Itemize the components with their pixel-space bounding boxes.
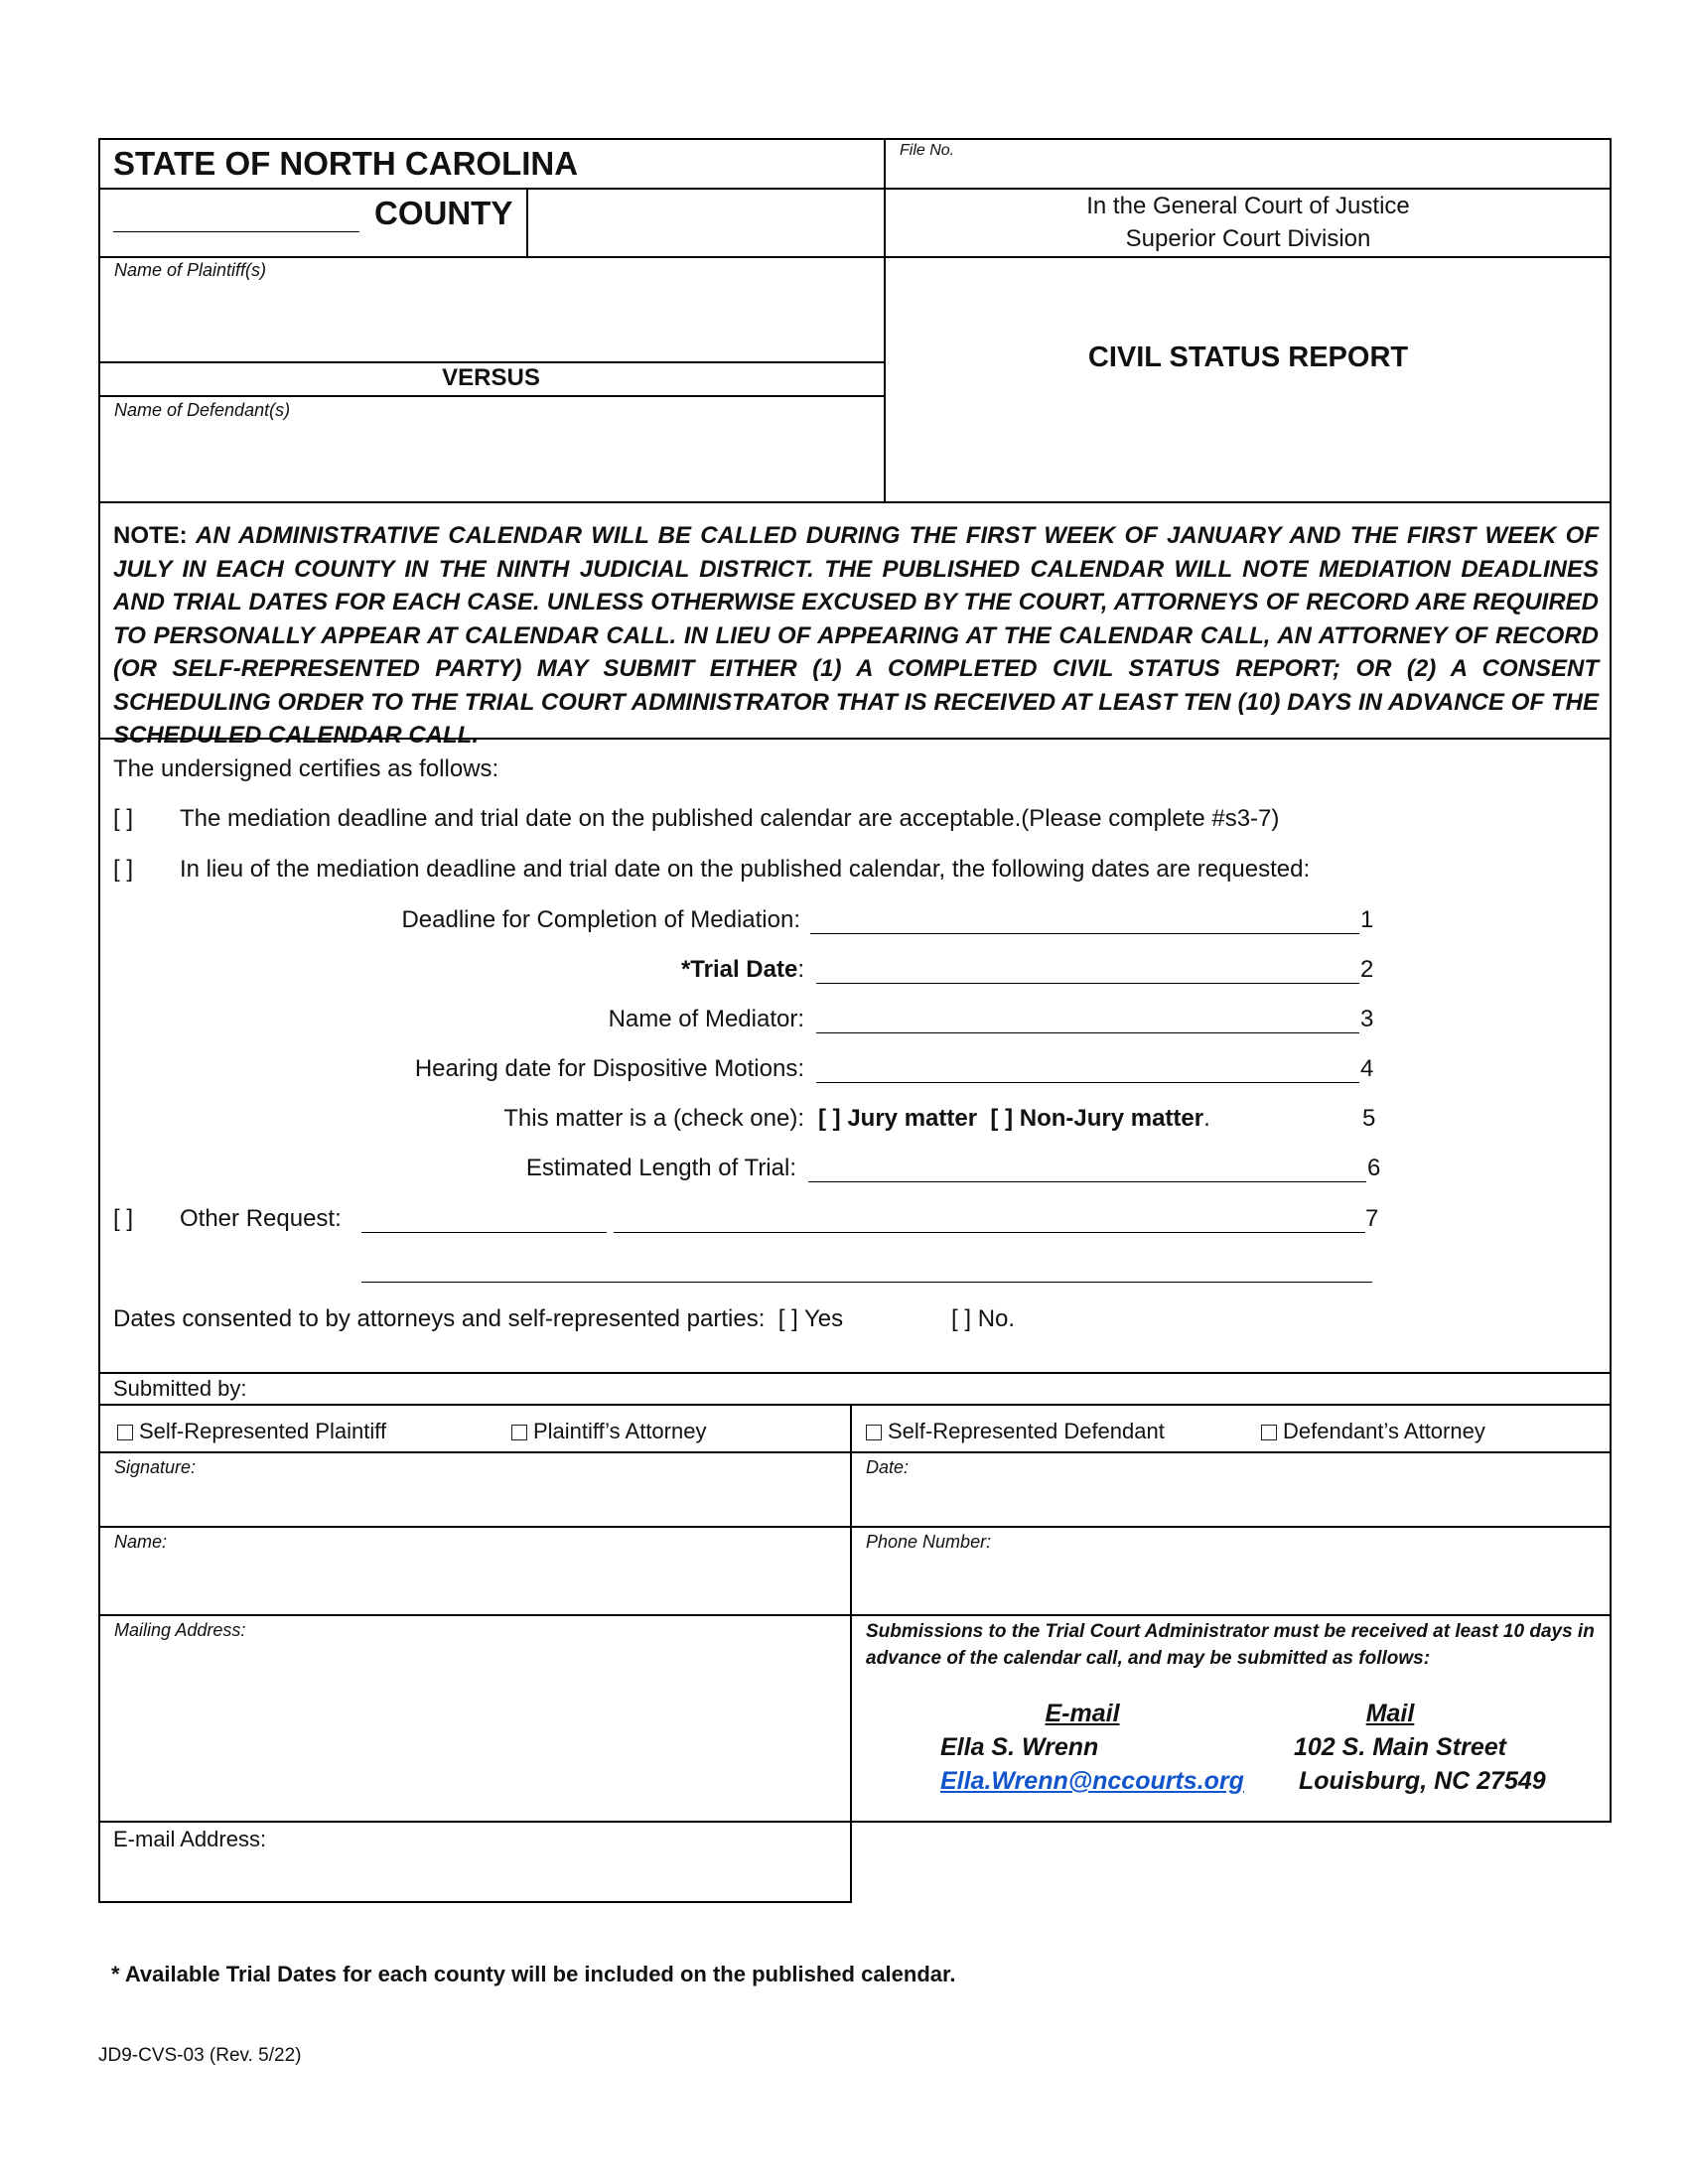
county-divider xyxy=(526,188,528,256)
trial-date-input[interactable] xyxy=(816,983,1359,984)
signature-label: Signature: xyxy=(114,1457,197,1477)
consent-no-label: No. xyxy=(977,1305,1016,1332)
field-number-5: 5 xyxy=(1362,1105,1376,1132)
field-number-6: 6 xyxy=(1367,1155,1381,1181)
submit-rule-options xyxy=(98,1451,1612,1453)
checkbox-icon[interactable] xyxy=(1261,1425,1277,1440)
opt-self-rep-plaintiff-label: Self-Represented Plaintiff xyxy=(139,1419,387,1443)
other-request-input-1[interactable] xyxy=(361,1232,607,1233)
submit-right-edge xyxy=(1610,1372,1612,1823)
consent-row xyxy=(113,1305,843,1333)
form-id: JD9-CVS-03 (Rev. 5/22) xyxy=(98,2045,302,2066)
mail-street: 102 S. Main Street xyxy=(1294,1733,1506,1761)
jury-checkbox[interactable]: [ ] xyxy=(818,1105,841,1132)
state-title: STATE OF NORTH CAROLINA xyxy=(113,145,579,182)
trial-length-label: Estimated Length of Trial: xyxy=(525,1155,796,1181)
submit-rule-signature xyxy=(98,1526,1612,1528)
trial-length-input[interactable] xyxy=(808,1181,1366,1182)
submitted-by-label: Submitted by: xyxy=(113,1376,247,1401)
opt-plaintiff-attorney-label: Plaintiff’s Attorney xyxy=(533,1419,707,1443)
other-checkbox[interactable]: [ ] xyxy=(113,1205,134,1232)
plaintiff-label: Name of Plaintiff(s) xyxy=(114,260,267,280)
opt-self-rep-defendant-label: Self-Represented Defendant xyxy=(888,1419,1165,1443)
mediation-deadline-label: Deadline for Completion of Mediation: xyxy=(401,906,800,933)
submit-rule-bottom xyxy=(98,1901,852,1903)
other-request-input-2[interactable] xyxy=(614,1232,1365,1233)
field-number-1: 1 xyxy=(1360,906,1374,933)
email-link[interactable]: Ella.Wrenn@nccourts.org xyxy=(940,1767,1244,1795)
phone-label: Phone Number: xyxy=(866,1532,992,1552)
trial-date-colon: : xyxy=(797,956,804,983)
court-line-1: In the General Court of Justice xyxy=(1086,193,1410,219)
opt-self-rep-plaintiff[interactable] xyxy=(117,1419,386,1444)
nonjury-checkbox[interactable]: [ ] xyxy=(990,1105,1014,1132)
email-address-label: E-mail Address: xyxy=(113,1827,267,1851)
checkbox-icon[interactable] xyxy=(511,1425,527,1440)
mail-heading: Mail xyxy=(1365,1700,1415,1727)
field-number-7: 7 xyxy=(1365,1205,1379,1232)
mediator-label: Name of Mediator: xyxy=(608,1006,804,1032)
accept-checkbox[interactable]: [ ] xyxy=(113,805,134,832)
file-no-label: File No. xyxy=(900,142,955,159)
submit-rule-top xyxy=(98,1404,1612,1406)
lieu-checkbox[interactable]: [ ] xyxy=(113,856,134,883)
accept-option-text: The mediation deadline and trial date on the published calendar are acceptable.(Please complete #s3-7) xyxy=(180,805,1280,832)
opt-plaintiff-attorney[interactable] xyxy=(511,1419,706,1444)
lieu-option-text: In lieu of the mediation deadline and trial date on the published calendar, the following dates are requested: xyxy=(180,856,1311,883)
mediator-input[interactable] xyxy=(816,1032,1359,1033)
jury-label: Jury matter xyxy=(847,1105,978,1132)
checkbox-icon[interactable] xyxy=(117,1425,133,1440)
footnote: * Available Trial Dates for each county will be included on the published calendar. xyxy=(111,1962,956,1986)
mediation-deadline-input[interactable] xyxy=(810,933,1359,934)
other-request-label: Other Request: xyxy=(180,1205,342,1232)
versus-rule-top xyxy=(98,361,884,363)
header-rule-1 xyxy=(98,188,1612,190)
matter-type-label: This matter is a (check one): xyxy=(503,1105,804,1132)
trial-date-label xyxy=(496,956,804,984)
county-name-blank[interactable] xyxy=(113,231,359,232)
county-label: COUNTY xyxy=(374,195,513,231)
submit-rule-name xyxy=(98,1614,1612,1616)
opt-defendant-attorney[interactable] xyxy=(1261,1419,1485,1444)
opt-defendant-attorney-label: Defendant’s Attorney xyxy=(1283,1419,1485,1443)
mailing-address-label: Mailing Address: xyxy=(114,1620,246,1640)
email-contact-name: Ella S. Wrenn xyxy=(940,1733,1099,1761)
court-line-2: Superior Court Division xyxy=(1125,225,1371,252)
checkbox-icon[interactable] xyxy=(866,1425,882,1440)
submit-center-divider xyxy=(850,1404,852,1903)
consent-yes-label: Yes xyxy=(803,1305,844,1332)
dispositive-motions-input[interactable] xyxy=(816,1082,1359,1083)
note-paragraph xyxy=(113,519,1599,752)
defendant-label: Name of Defendant(s) xyxy=(114,400,291,420)
opt-self-rep-defendant[interactable] xyxy=(866,1419,1165,1444)
versus-label: VERSUS xyxy=(442,364,540,391)
header-rule-2 xyxy=(98,256,1612,258)
field-number-4: 4 xyxy=(1360,1055,1374,1082)
trial-date-label-bold: *Trial Date xyxy=(680,956,798,983)
field-number-3: 3 xyxy=(1360,1006,1374,1032)
date-label: Date: xyxy=(866,1457,910,1477)
cert-intro: The undersigned certifies as follows: xyxy=(113,755,499,782)
consent-label: Dates consented to by attorneys and self-represented parties: xyxy=(113,1305,766,1332)
mail-city: Louisburg, NC 27549 xyxy=(1299,1767,1546,1795)
submit-rule-address xyxy=(98,1821,1612,1823)
other-request-input-3[interactable] xyxy=(361,1282,1372,1283)
name-label: Name: xyxy=(114,1532,168,1552)
consent-yes-checkbox[interactable]: [ ] xyxy=(777,1305,798,1332)
note-label: NOTE: xyxy=(113,522,188,549)
matter-type-options xyxy=(818,1105,1210,1133)
field-number-2: 2 xyxy=(1360,956,1374,983)
consent-no-checkbox[interactable]: [ ] xyxy=(951,1305,972,1332)
form-title: CIVIL STATUS REPORT xyxy=(1087,341,1409,373)
note-text: AN ADMINISTRATIVE CALENDAR WILL BE CALLED DURING THE FIRST WEEK OF JANUARY AND THE FIRST WEEK OF JULY IN EACH COUNTY IN THE NINTH JUDICIAL DISTRICT. THE PUBLISHED CALENDAR WILL NOTE MEDIATION DEADLINES AND TRIAL DATES FOR EACH CASE. UNLESS OTHERWISE EXCUSED BY THE COURT, ATTORNEYS OF RECORD ARE REQUIRED TO PERSONALLY APPEAR AT CALENDAR CALL. IN LIEU OF APPEARING AT THE CALENDAR CALL, AN ATTORNEY OF RECORD (OR SELF-REPRESENTED PARTY) MAY SUBMIT EITHER (1) A COMPLETED CIVIL STATUS REPORT; OR (2) A CONSENT SCHEDULING ORDER TO THE TRIAL COURT ADMINISTRATOR THAT IS RECEIVED AT LEAST TEN (10) DAYS IN ADVANCE OF THE SCHEDULED CALENDAR CALL. xyxy=(113,522,1599,749)
submission-instructions: Submissions to the Trial Court Administrator must be received at least 10 days in advance of the calendar call, and may be submitted as follows: xyxy=(866,1621,1595,1669)
nonjury-label: Non-Jury matter xyxy=(1019,1105,1204,1132)
consent-no-group xyxy=(951,1305,1015,1333)
versus-rule-bottom xyxy=(98,395,884,397)
email-heading: E-mail xyxy=(1045,1700,1120,1727)
dispositive-motions-label: Hearing date for Dispositive Motions: xyxy=(414,1055,804,1082)
matter-period: . xyxy=(1203,1105,1210,1132)
